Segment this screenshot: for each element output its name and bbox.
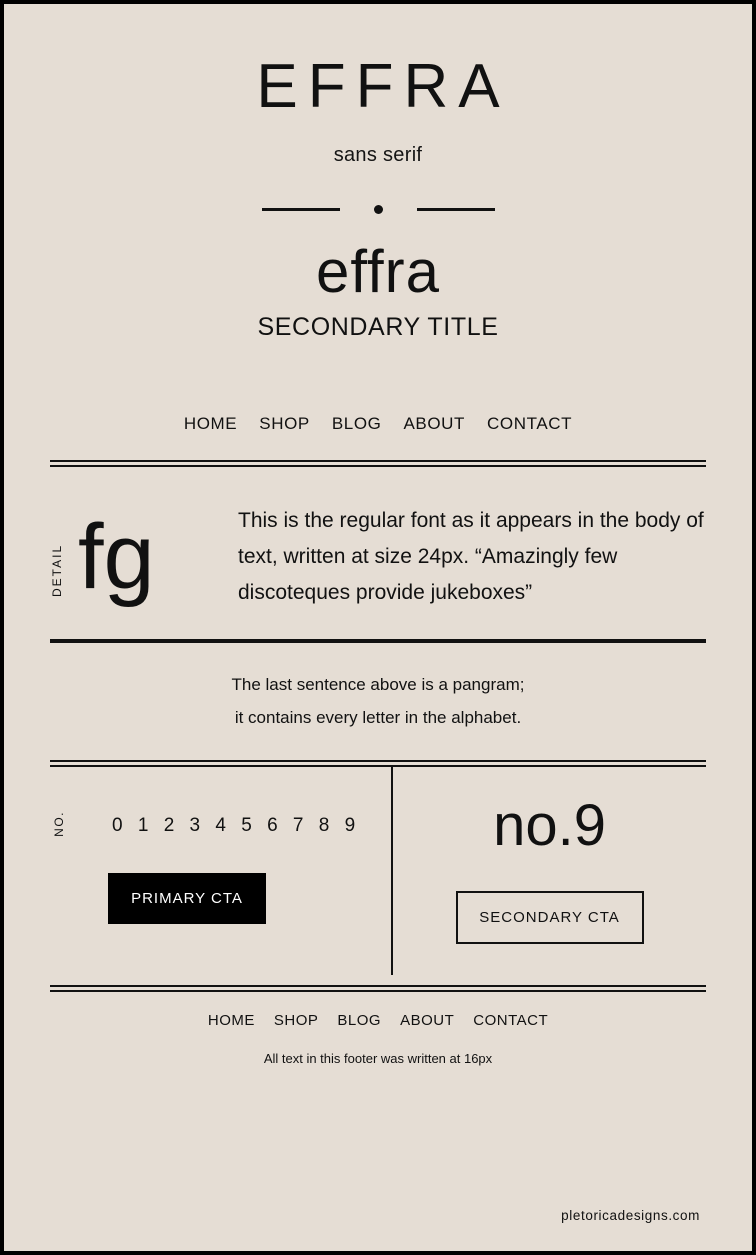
pangram-note	[4, 669, 752, 734]
footer-nav	[4, 1012, 752, 1029]
page-title: EFFRA	[256, 52, 510, 121]
pangram-line-2: it contains every letter in the alphabet.	[234, 707, 522, 727]
footer-nav-item-shop[interactable]: SHOP	[273, 1011, 319, 1029]
footer-nav-item-blog[interactable]: BLOG	[337, 1011, 382, 1029]
numerals-column	[50, 767, 391, 975]
pangram-line-1: The last sentence above is a pangram;	[231, 675, 525, 695]
divider-line	[50, 985, 706, 987]
credit-url[interactable]: pletoricadesigns.com	[561, 1208, 700, 1223]
nav-item-about[interactable]: ABOUT	[403, 414, 466, 433]
divider-bar-left	[262, 208, 340, 211]
divider-double-middle	[4, 760, 752, 767]
numerals-row: 0 1 2 3 4 5 6 7 8 9	[112, 814, 361, 836]
nav-item-home[interactable]: HOME	[183, 414, 238, 433]
divider-double-bottom	[4, 985, 752, 992]
divider-line	[50, 639, 706, 643]
dot-divider	[4, 205, 752, 214]
main-nav	[4, 414, 752, 434]
divider-bar-right	[417, 208, 495, 211]
font-classification-label: sans serif	[333, 144, 423, 166]
numerals-cta-section	[4, 767, 752, 975]
secondary-cta-button[interactable]: SECONDARY CTA	[456, 891, 644, 944]
poster-inner	[4, 4, 752, 1251]
numerals-vertical-label: NO.	[52, 810, 66, 837]
divider-line	[50, 760, 706, 762]
primary-cta-button[interactable]: PRIMARY CTA	[108, 873, 266, 924]
footer-note: All text in this footer was written at 16px	[263, 1050, 493, 1066]
detail-section	[4, 467, 752, 611]
nav-item-shop[interactable]: SHOP	[259, 414, 310, 433]
secondary-title: SECONDARY TITLE	[257, 313, 499, 341]
divider-line	[50, 460, 706, 462]
detail-vertical-label: DETAIL	[50, 543, 64, 597]
detail-body-copy: This is the regular font as it appears in the body of text, written at size 24px. “Amazingly few discoteques provide jukeboxes”	[238, 509, 704, 605]
footer-nav-item-contact[interactable]: CONTACT	[473, 1011, 549, 1029]
glyph-specimen: fg	[78, 506, 155, 608]
footer-nav-item-home[interactable]: HOME	[207, 1011, 255, 1029]
divider-thick	[4, 639, 752, 643]
wordmark-lowercase: effra	[316, 238, 440, 305]
nav-item-blog[interactable]: BLOG	[331, 414, 382, 433]
divider-dot-icon	[374, 205, 383, 214]
footer-nav-item-about[interactable]: ABOUT	[400, 1011, 455, 1029]
big-number-column	[391, 767, 706, 975]
big-number-display: no.9	[493, 792, 606, 858]
divider-double-top	[4, 460, 752, 467]
nav-item-contact[interactable]: CONTACT	[487, 414, 573, 433]
divider-line	[50, 990, 706, 992]
